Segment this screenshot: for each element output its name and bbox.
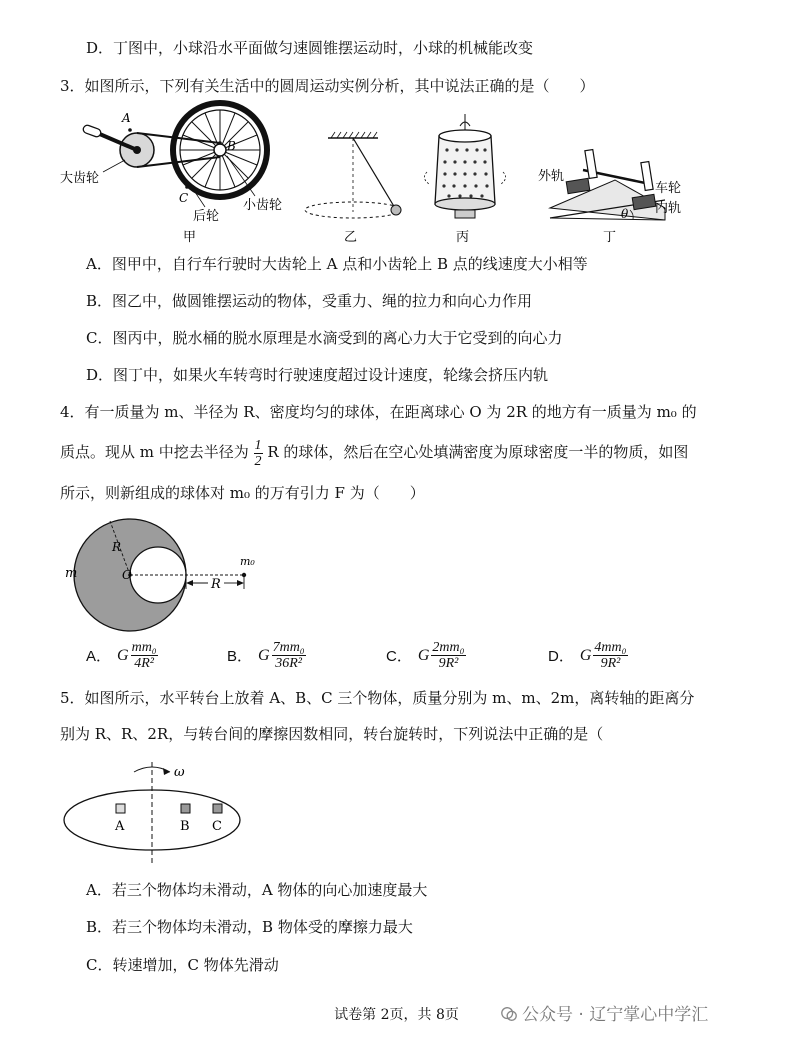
q5-label-B: B	[180, 819, 190, 834]
caption-jia: 甲	[183, 230, 197, 245]
q4-line3: 所示，则新组成的球体对 m₀ 的万有引力 F 为（ ）	[60, 484, 425, 502]
label-big-gear: 大齿轮	[60, 171, 100, 186]
q4-option-c-den: 9R²	[438, 656, 459, 671]
q5-figure	[60, 760, 280, 870]
q5-line1: 5．如图所示，水平转台上放着 A、B、C 三个物体，质量分别为 m、m、2m，离转轴的距离分	[60, 689, 695, 707]
caption-bing: 丙	[456, 230, 470, 245]
banked-track-figure	[538, 150, 681, 245]
q3-option-b: B．图乙中，做圆锥摆运动的物体，受重力、绳的拉力和向心力作用	[86, 292, 533, 310]
q4-option-b	[227, 640, 306, 671]
q4-option-d-frac	[593, 640, 627, 671]
label-theta: θ	[621, 207, 629, 221]
fig4-label-O: O	[122, 568, 132, 582]
q4-option-c	[386, 640, 466, 671]
q3-option-a: A．图甲中，自行车行驶时大齿轮上 A 点和小齿轮上 B 点的线速度大小相等	[86, 255, 588, 273]
q3-option-c: C．图丙中，脱水桶的脱水原理是水滴受到的离心力大于它受到的向心力	[86, 329, 563, 347]
q4-option-a-den: 4R²	[134, 656, 154, 671]
page-footer: 试卷第 2页，共 8页	[334, 1007, 459, 1023]
q5-label-A: A	[115, 819, 125, 834]
q5-label-C: C	[212, 819, 222, 834]
q4-option-d	[548, 640, 628, 671]
q4-option-a-num: mm₀	[131, 640, 157, 655]
bicycle-figure	[60, 103, 282, 245]
frac-num: 1	[254, 437, 262, 453]
q4-option-c-num: 2mm₀	[432, 640, 465, 655]
q4-option-d-label: D．	[548, 648, 574, 665]
q4-option-d-G: G	[579, 646, 592, 664]
q4-option-d-num: 4mm₀	[594, 640, 627, 655]
label-small-gear: 小齿轮	[243, 198, 283, 213]
q4-option-b-den: 36R²	[275, 656, 302, 671]
q5-label-omega: ω	[174, 765, 185, 780]
q4-option-a-G: G	[117, 646, 129, 664]
q4-option-b-label: B．	[227, 648, 253, 665]
label-C: C	[179, 191, 189, 205]
q4-option-b-G: G	[258, 646, 270, 664]
q4-line2-a: 质点。现从 m 中挖去半径为	[60, 443, 249, 461]
q5-option-a: A．若三个物体均未滑动，A 物体的向心加速度最大	[86, 881, 428, 899]
fig4-label-m0: m₀	[240, 555, 255, 568]
q4-option-b-num: 7mm₀	[272, 640, 305, 655]
label-B: B	[227, 139, 236, 153]
spin-dryer-figure	[424, 114, 505, 245]
q4-option-a	[86, 640, 158, 671]
q3-option-d: D．图丁中，如果火车转弯时行驶速度超过设计速度，轮缘会挤压内轨	[86, 366, 549, 384]
q4-half-fraction	[254, 438, 263, 469]
q4-line2-b: R 的球体，然后在空心处填满密度为原球密度一半的物质，如图	[267, 443, 689, 461]
q5-option-b: B．若三个物体均未滑动，B 物体受的摩擦力最大	[86, 918, 413, 936]
q4-line1: 4．有一质量为 m、半径为 R、密度均匀的球体，在距离球心 O 为 2R 的地方有一质量为 m₀ 的	[60, 403, 697, 421]
label-inner-rail: 内轨	[655, 201, 682, 216]
caption-ding: 丁	[603, 230, 617, 245]
label-outer-rail: 外轨	[538, 169, 565, 184]
q2-option-d: D．丁图中，小球沿水平面做匀速圆锥摆运动时，小球的机械能改变	[86, 39, 534, 57]
q4-figure	[60, 515, 290, 635]
q4-line2	[60, 436, 688, 469]
q5-option-c: C．转速增加，C 物体先滑动	[86, 956, 279, 974]
q4-option-b-frac	[272, 640, 306, 671]
q4-option-a-label: A．	[86, 648, 112, 665]
fig4-label-R2: R	[211, 577, 221, 592]
fig4-label-R: R	[112, 540, 122, 554]
label-car-wheel: 车轮	[655, 181, 682, 196]
watermark	[500, 1000, 708, 1025]
q4-option-a-frac	[131, 640, 158, 671]
conical-pendulum-figure	[305, 132, 401, 245]
q5-line2: 别为 R、R、2R，与转台间的摩擦因数相同，转台旋转时，下列说法中正确的是（	[60, 725, 604, 743]
label-rear-wheel: 后轮	[193, 209, 220, 224]
q3-stem: 3．如图所示，下列有关生活中的圆周运动实例分析，其中说法正确的是（ ）	[60, 77, 595, 95]
q4-option-d-den: 9R²	[600, 656, 621, 671]
q4-option-c-frac	[431, 640, 465, 671]
q3-figures	[55, 100, 682, 250]
label-A: A	[122, 111, 131, 125]
fig4-label-m: m	[65, 566, 78, 581]
watermark-text: 公众号 · 辽宁掌心中学汇	[522, 1005, 709, 1025]
wechat-icon	[500, 1005, 518, 1023]
caption-yi: 乙	[344, 230, 358, 245]
q4-option-c-G: G	[417, 646, 430, 664]
q4-option-c-label: C．	[386, 648, 412, 665]
frac-den: 2	[254, 453, 262, 469]
